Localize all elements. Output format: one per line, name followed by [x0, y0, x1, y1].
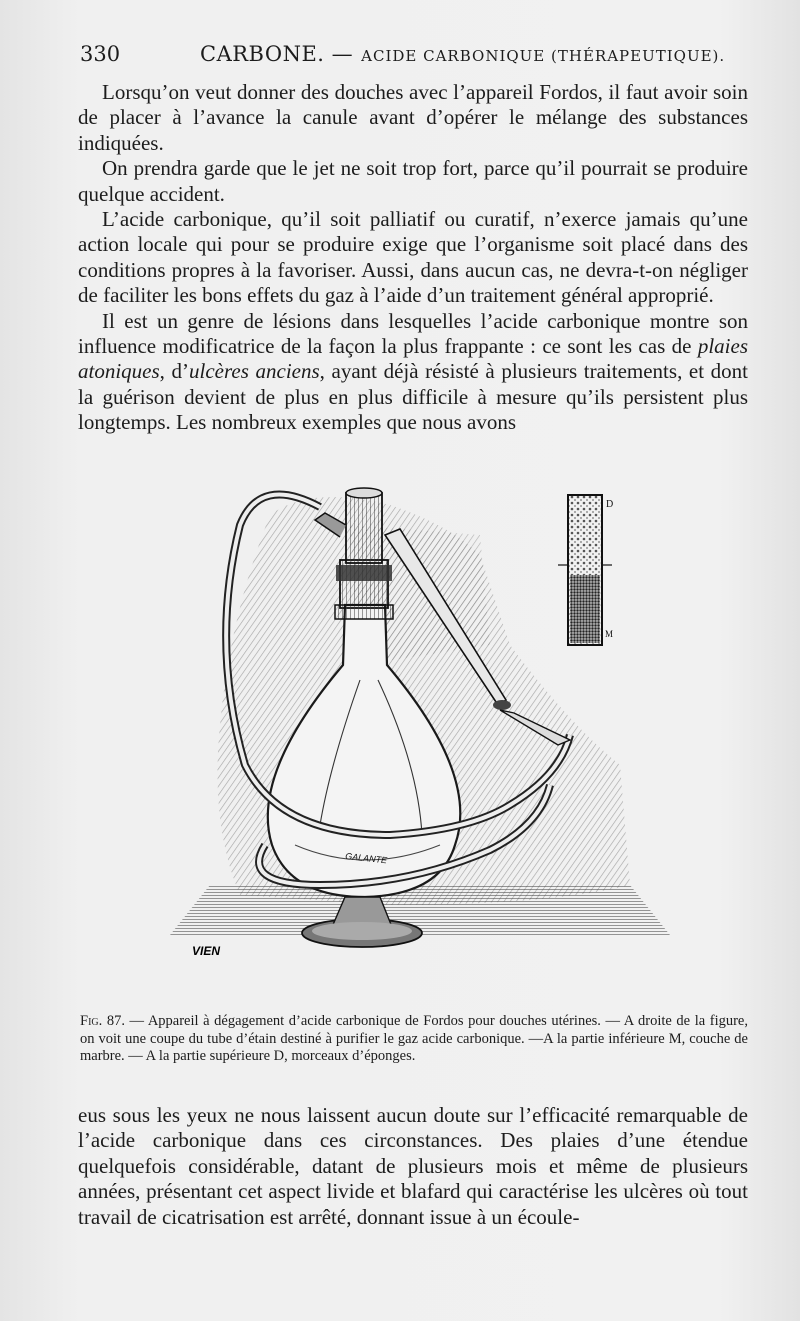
label-d: D [606, 499, 614, 510]
emphasis-plaies: plaies atoniques [78, 334, 748, 384]
paragraph-continued: eus sous les yeux ne nous laissent aucun doute sur l’efficacité remarquable de l’acide carbonique dans ces circonstances. Des plaies d’une étendue quelquefois considérable, datant de plusieurs mois et même de plusieurs années, présentant cet aspect livide et blafard qui caractérise les ulcères où tout travail de cicatrisation est arrêté, donnant issue à un écoule- [78, 1103, 748, 1229]
maker-label: GALANTE [344, 851, 388, 866]
paragraph-4-text: Il est un genre de lésions dans lesquelles l’acide carbonique montre son influence modificatrice de la façon la plus frappante : ce sont les cas de [78, 308, 748, 359]
figure-illustration [150, 465, 750, 1005]
body-text-top [78, 80, 748, 436]
paragraph-4 [78, 309, 748, 436]
page-number: 330 [80, 42, 121, 66]
label-m: M [605, 629, 614, 639]
emphasis-ulceres: ulcères anciens [189, 359, 320, 384]
paragraph-1: Lorsqu’on veut donner des douches avec l’appareil Fordos, il faut avoir soin de placer à l’avance la canule avant d’opérer le mélange des substances indiquées. [78, 80, 748, 155]
paragraph-3: L’acide carbonique, qu’il soit palliatif ou curatif, n’exerce jamais qu’une action locale qui pour se produire exige que l’organisme soit placé dans des conditions propres à la favoriser. Aussi, dans aucun cas, ne devra-t-on négliger de faciliter les bons effets du gaz à l’aide d’un traitement général approprié. [78, 207, 748, 308]
paragraph-4-text: , d’ [159, 359, 190, 384]
caption-text: — Appareil à dégagement d’acide carbonique de Fordos pour douches utérines. — A droite de la figure, on voit une coupe du tube d’étain destiné à purifier le gaz acide carbonique. —A la partie inférieure M, couche de marbre. — A la partie supérieure D, morceaux d’éponges. [80, 1013, 748, 1064]
engraver-signature: VIEN [192, 944, 221, 958]
apparatus-engraving [150, 465, 750, 1005]
tin-tube-section [558, 495, 613, 645]
table-surface [170, 885, 670, 935]
paragraph-2: On prendra garde que le jet ne soit trop fort, parce qu’il pourrait se produire quelque accident. [78, 156, 748, 206]
header-title: CARBONE. — [200, 42, 354, 66]
figure-number: Fig. 87. [80, 1013, 125, 1029]
running-header [80, 42, 750, 72]
figure-caption [80, 1013, 748, 1066]
header-subtitle: ACIDE CARBONIQUE (THÉRAPEUTIQUE). [361, 47, 726, 65]
flask-stopper [346, 493, 382, 563]
body-text-bottom [78, 1103, 748, 1230]
paragraph-4-text: , ayant déjà résisté à plusieurs traitements, et dont la guérison devient de plus en plus difficile à mesure qu’ils persistent plus longtemps. Les nombreux exemples que nous avons [78, 359, 749, 435]
